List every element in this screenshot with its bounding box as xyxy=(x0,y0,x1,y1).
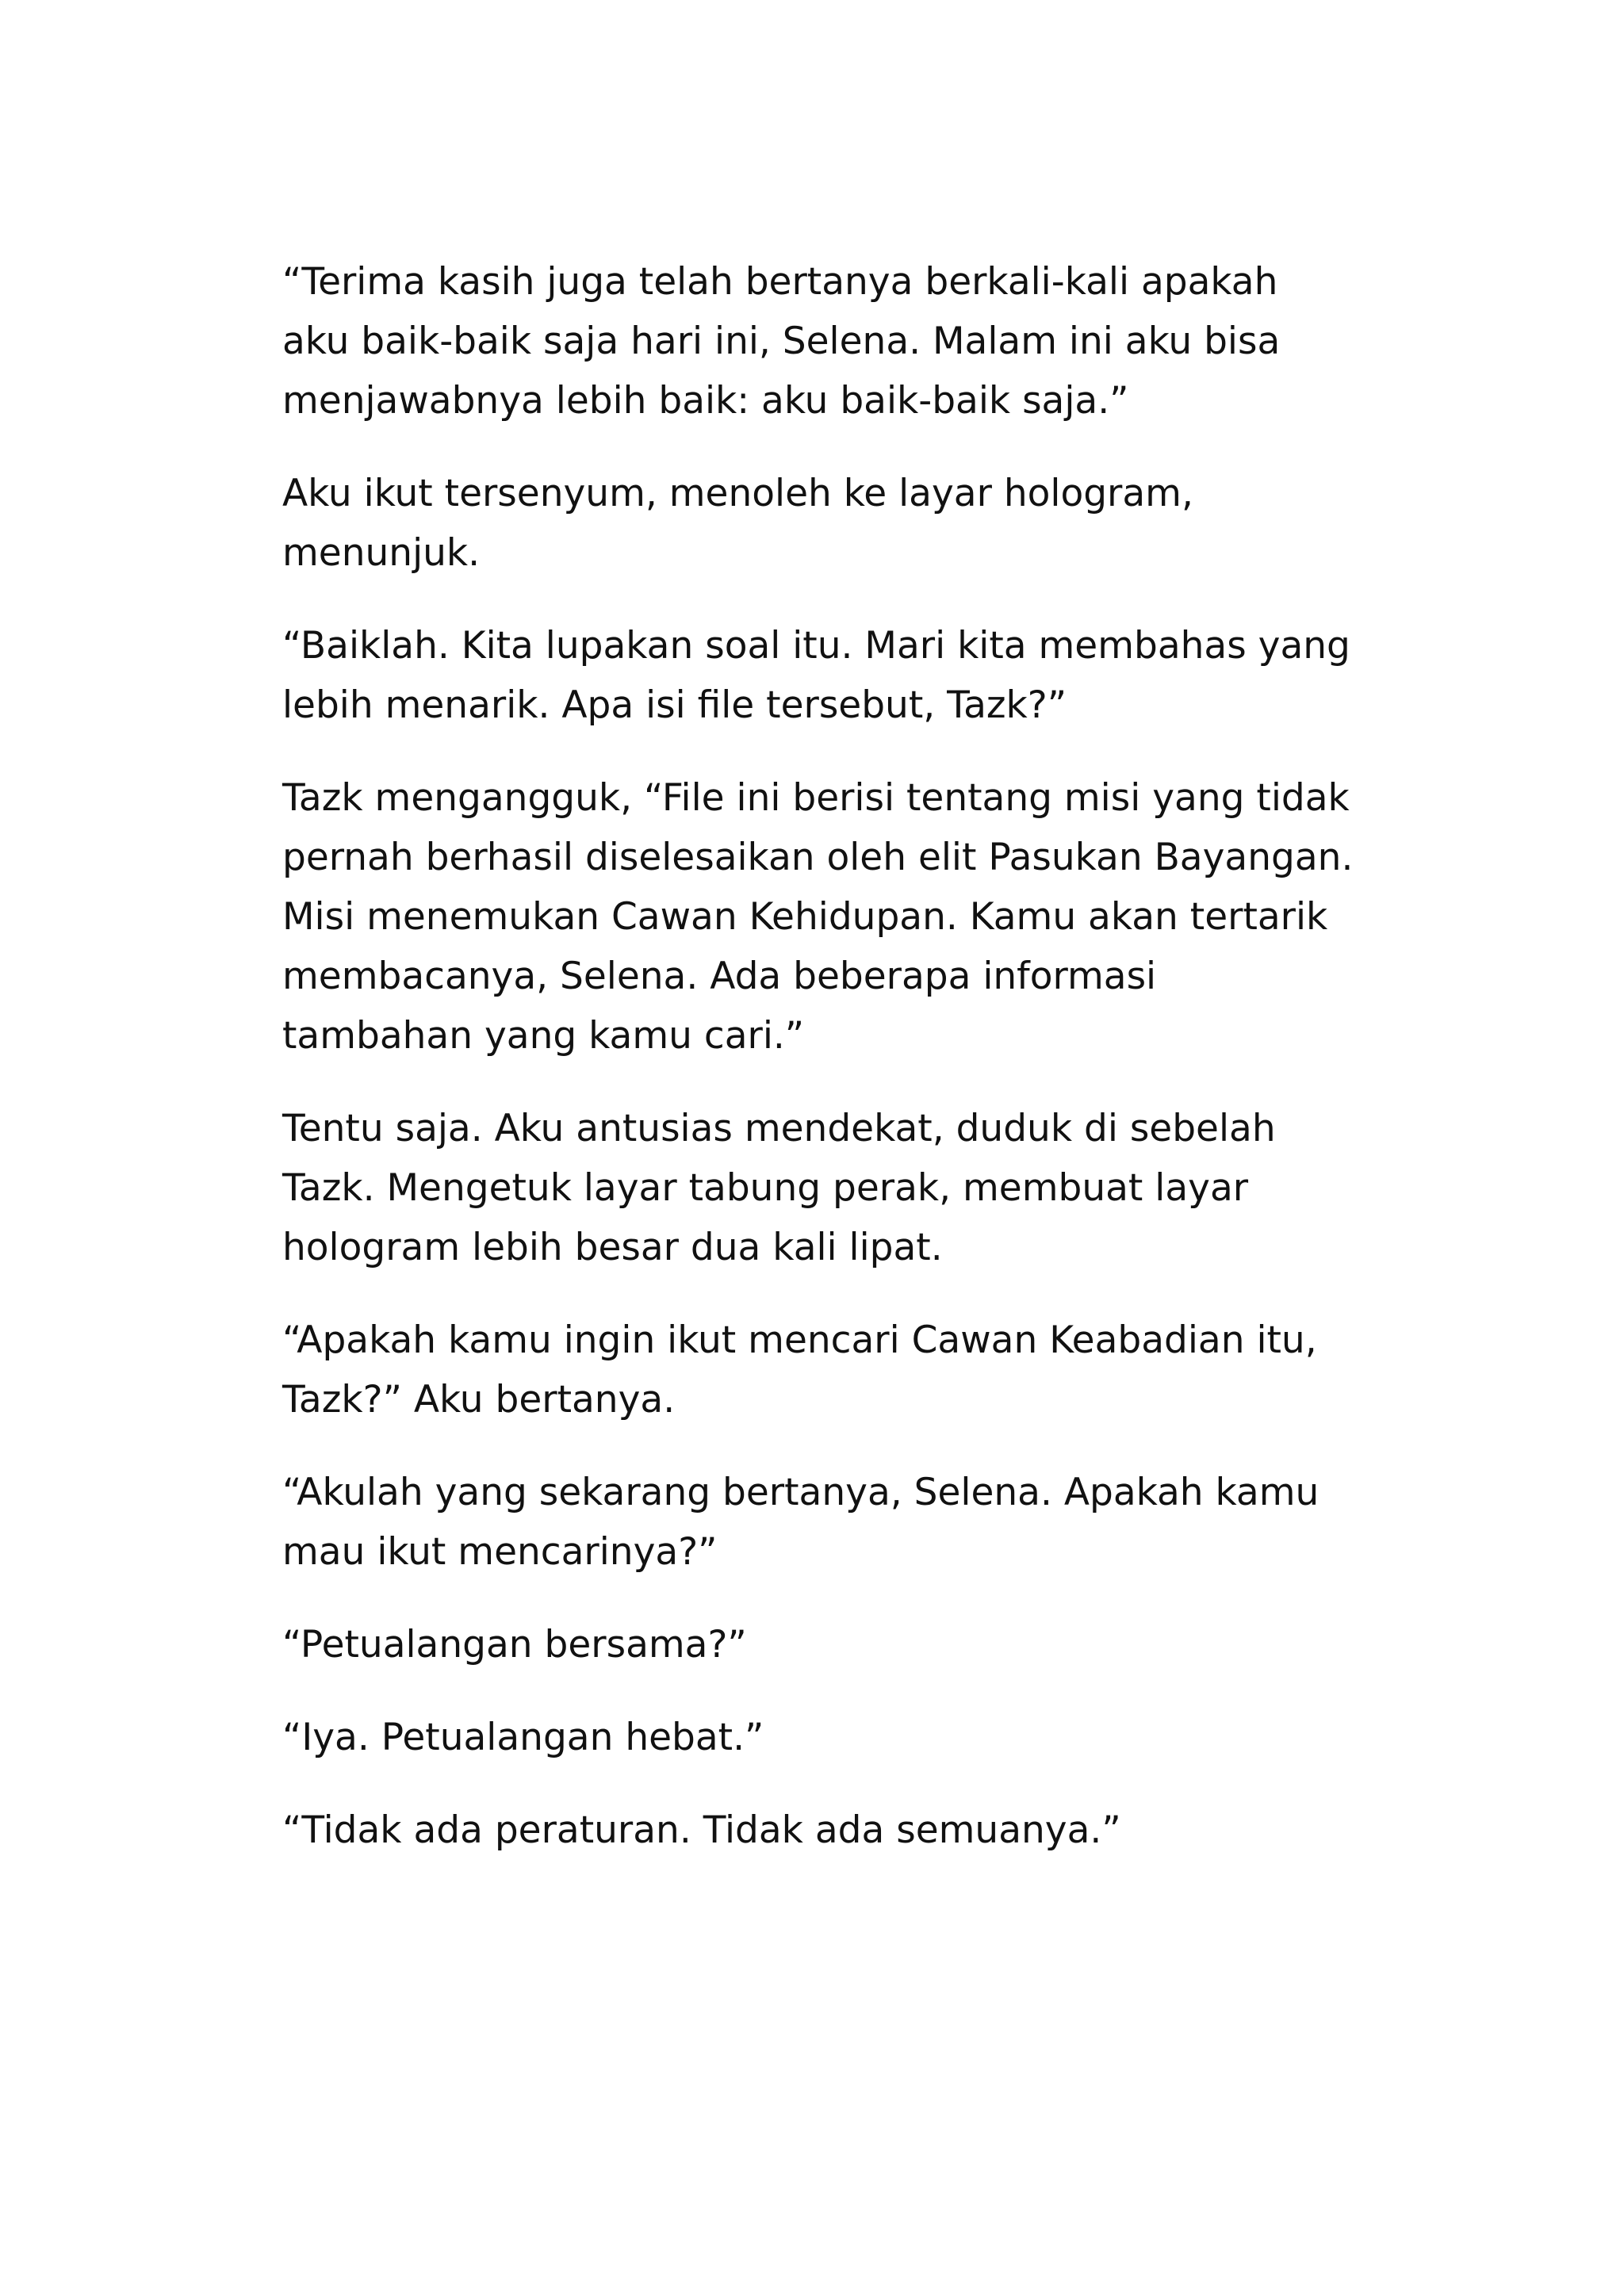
paragraph-6: “Apakah kamu ingin ikut mencari Cawan Keabadian itu, Tazk?” Aku bertanya. xyxy=(282,1318,1317,1422)
paragraph-4: Tazk mengangguk, “File ini berisi tentang misi yang tidak pernah berhasil diselesaikan oleh elit Pasukan Bayangan. Misi menemukan Cawan Kehidupan. Kamu akan tertarik membacanya, Selena. Ada beberapa informasi tambahan yang kamu cari.” xyxy=(282,776,1354,1058)
body-text xyxy=(282,252,1377,1893)
paragraph-7: “Akulah yang sekarang bertanya, Selena. Apakah kamu mau ikut mencarinya?” xyxy=(282,1471,1320,1574)
paragraph-10: “Tidak ada peraturan. Tidak ada semuanya.” xyxy=(282,1808,1121,1852)
paragraph-9: “Iya. Petualangan hebat.” xyxy=(282,1716,764,1759)
paragraph-2: Aku ikut tersenyum, menoleh ke layar hologram, menunjuk. xyxy=(282,472,1193,575)
paragraph-8: “Petualangan bersama?” xyxy=(282,1623,747,1667)
paragraph-1: “Terima kasih juga telah bertanya berkali-kali apakah aku baik-baik saja hari ini, Selena. Malam ini aku bisa menjawabnya lebih baik: aku baik-baik saja.” xyxy=(282,260,1281,423)
paragraph-5: Tentu saja. Aku antusias mendekat, duduk di sebelah Tazk. Mengetuk layar tabung perak, membuat layar hologram lebih besar dua kali lipat. xyxy=(282,1107,1276,1269)
paragraph-3: “Baiklah. Kita lupakan soal itu. Mari kita membahas yang lebih menarik. Apa isi file tersebut, Tazk?” xyxy=(282,624,1350,727)
